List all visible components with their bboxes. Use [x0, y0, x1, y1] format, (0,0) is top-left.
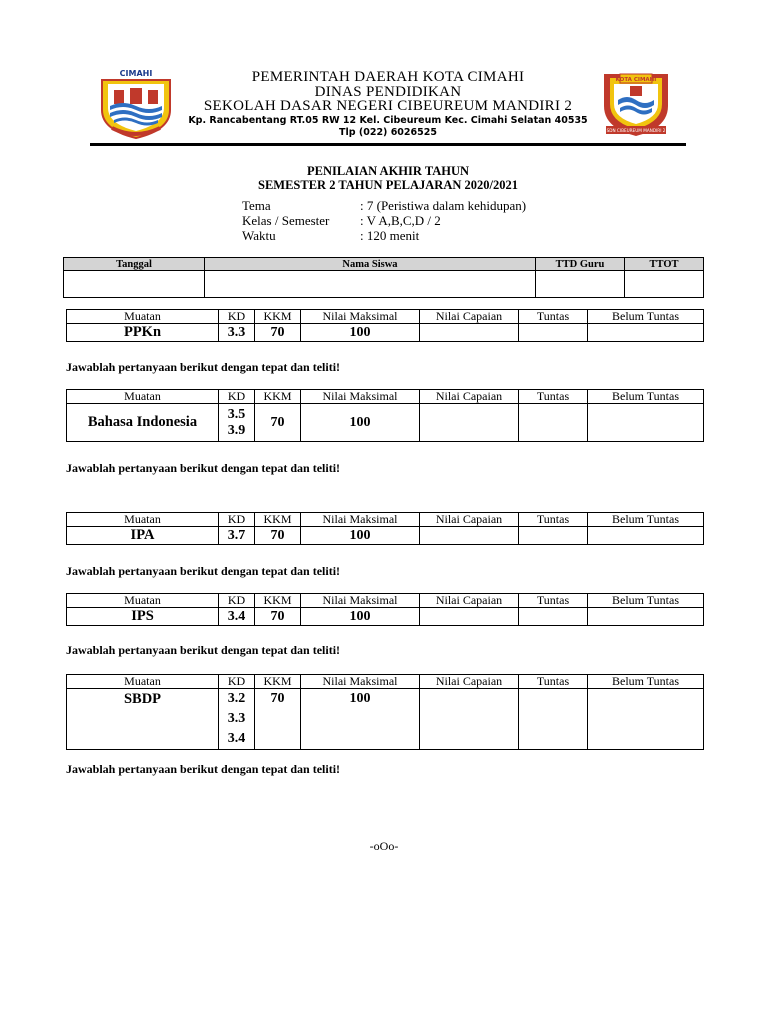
col-nilai-capaian: Nilai Capaian: [420, 513, 519, 527]
nilai-maksimal-cell: 100: [301, 527, 420, 545]
kd-cell: [219, 689, 255, 750]
info-value-kelas: : V A,B,C,D / 2: [360, 213, 441, 228]
col-belum-tuntas: Belum Tuntas: [588, 513, 704, 527]
nilai-capaian-field[interactable]: [420, 608, 519, 626]
letterhead-divider: [90, 143, 686, 146]
col-kd: KD: [219, 594, 255, 608]
col-muatan: Muatan: [67, 675, 219, 689]
info-label-kelas: Kelas / Semester: [242, 213, 330, 228]
instruction-ipa: Jawablah pertanyaan berikut dengan tepat dan teliti!: [66, 564, 341, 578]
muatan-cell: IPS: [67, 608, 219, 626]
ttd-guru-field[interactable]: [536, 271, 625, 298]
col-tuntas: Tuntas: [519, 513, 588, 527]
document-end-mark: -oOo-: [369, 839, 399, 853]
col-tuntas: Tuntas: [519, 675, 588, 689]
col-nilai-capaian: Nilai Capaian: [420, 594, 519, 608]
letterhead-department: DINAS PENDIDIKAN: [314, 84, 462, 100]
nilai-capaian-field[interactable]: [420, 689, 519, 750]
kd-value: 3.9: [227, 422, 246, 438]
tuntas-field[interactable]: [519, 689, 588, 750]
score-table-sbdp: [66, 674, 704, 750]
col-nilai-capaian: Nilai Capaian: [420, 675, 519, 689]
kkm-cell: 70: [255, 324, 301, 342]
score-table-ips: [66, 593, 704, 626]
col-kkm: KKM: [255, 675, 301, 689]
muatan-cell: IPA: [67, 527, 219, 545]
score-table-ppkn: [66, 309, 704, 342]
nilai-maksimal-cell: 100: [301, 608, 420, 626]
col-kd: KD: [219, 513, 255, 527]
kkm-cell: 70: [255, 689, 301, 750]
kkm-cell: 70: [255, 608, 301, 626]
exam-title: PENILAIAN AKHIR TAHUN: [306, 164, 470, 178]
exam-subtitle: SEMESTER 2 TAHUN PELAJARAN 2020/2021: [258, 178, 518, 192]
cimahi-city-logo: [96, 68, 176, 140]
belum-tuntas-field[interactable]: [588, 324, 704, 342]
col-tuntas: Tuntas: [519, 310, 588, 324]
col-belum-tuntas: Belum Tuntas: [588, 594, 704, 608]
kd-value: 3.4: [227, 731, 246, 746]
ttot-field[interactable]: [625, 271, 704, 298]
nilai-capaian-field[interactable]: [420, 324, 519, 342]
tuntas-field[interactable]: [519, 608, 588, 626]
nilai-capaian-field[interactable]: [420, 404, 519, 442]
instruction-ppkn: Jawablah pertanyaan berikut dengan tepat dan teliti!: [66, 360, 341, 374]
info-value-waktu: : 120 menit: [360, 228, 420, 243]
info-value-tema: : 7 (Peristiwa dalam kehidupan): [360, 198, 527, 213]
col-belum-tuntas: Belum Tuntas: [588, 390, 704, 404]
tuntas-field[interactable]: [519, 404, 588, 442]
col-nilai-capaian: Nilai Capaian: [420, 390, 519, 404]
col-kkm: KKM: [255, 513, 301, 527]
letterhead-phone: Tlp (022) 6026525: [339, 127, 437, 138]
col-belum-tuntas: Belum Tuntas: [588, 675, 704, 689]
tuntas-field[interactable]: [519, 324, 588, 342]
col-kd: KD: [219, 390, 255, 404]
col-nilai-maksimal: Nilai Maksimal: [301, 310, 420, 324]
score-table-bahasa-indonesia: [66, 389, 704, 442]
tuntas-field[interactable]: [519, 527, 588, 545]
instruction-sbdp: Jawablah pertanyaan berikut dengan tepat dan teliti!: [66, 762, 341, 776]
col-kkm: KKM: [255, 390, 301, 404]
col-nilai-maksimal: Nilai Maksimal: [301, 594, 420, 608]
belum-tuntas-field[interactable]: [588, 608, 704, 626]
col-kd: KD: [219, 675, 255, 689]
score-table-ipa: [66, 512, 704, 545]
header-tanggal: Tanggal: [64, 258, 205, 271]
nilai-maksimal-cell: 100: [301, 404, 420, 442]
info-label-waktu: Waktu: [242, 228, 276, 243]
instruction-ips: Jawablah pertanyaan berikut dengan tepat dan teliti!: [66, 643, 341, 657]
letterhead-school-name: SEKOLAH DASAR NEGERI CIBEUREUM MANDIRI 2: [203, 98, 573, 114]
kd-cell: 3.4: [219, 608, 255, 626]
info-label-tema: Tema: [242, 198, 271, 213]
instruction-bahasa-indonesia: Jawablah pertanyaan berikut dengan tepat dan teliti!: [66, 461, 341, 475]
col-nilai-capaian: Nilai Capaian: [420, 310, 519, 324]
muatan-cell: SBDP: [67, 689, 219, 750]
nama-siswa-field[interactable]: [205, 271, 536, 298]
kkm-cell: 70: [255, 527, 301, 545]
col-muatan: Muatan: [67, 310, 219, 324]
col-belum-tuntas: Belum Tuntas: [588, 310, 704, 324]
header-ttd-guru: TTD Guru: [536, 258, 625, 271]
left-logo-text: CIMAHI: [119, 69, 153, 78]
school-logo: [600, 70, 672, 138]
kd-value: 3.5: [227, 406, 246, 422]
kd-cell: 3.3: [219, 324, 255, 342]
col-tuntas: Tuntas: [519, 390, 588, 404]
muatan-cell: PPKn: [67, 324, 219, 342]
student-identity-table: [63, 257, 704, 298]
muatan-cell: Bahasa Indonesia: [67, 404, 219, 442]
col-kkm: KKM: [255, 310, 301, 324]
kd-value: 3.2: [227, 691, 246, 706]
col-tuntas: Tuntas: [519, 594, 588, 608]
tanggal-field[interactable]: [64, 271, 205, 298]
belum-tuntas-field[interactable]: [588, 404, 704, 442]
belum-tuntas-field[interactable]: [588, 527, 704, 545]
letterhead-government: PEMERINTAH DAERAH KOTA CIMAHI: [251, 69, 525, 85]
nilai-capaian-field[interactable]: [420, 527, 519, 545]
col-kkm: KKM: [255, 594, 301, 608]
belum-tuntas-field[interactable]: [588, 689, 704, 750]
col-nilai-maksimal: Nilai Maksimal: [301, 513, 420, 527]
col-nilai-maksimal: Nilai Maksimal: [301, 675, 420, 689]
header-nama-siswa: Nama Siswa: [205, 258, 536, 271]
right-logo-text: KOTA CIMAHI: [615, 77, 657, 83]
letterhead-address: Kp. Rancabentang RT.05 RW 12 Kel. Cibeureum Kec. Cimahi Selatan 40535: [188, 115, 588, 126]
kkm-cell: 70: [255, 404, 301, 442]
col-muatan: Muatan: [67, 594, 219, 608]
col-muatan: Muatan: [67, 513, 219, 527]
kd-value: 3.3: [227, 711, 246, 726]
col-nilai-maksimal: Nilai Maksimal: [301, 390, 420, 404]
kd-cell: 3.7: [219, 527, 255, 545]
right-logo-ribbon: SDN CIBEUREUM MANDIRI 2: [606, 128, 666, 133]
nilai-maksimal-cell: 100: [301, 689, 420, 750]
header-ttot: TTOT: [625, 258, 704, 271]
col-kd: KD: [219, 310, 255, 324]
col-muatan: Muatan: [67, 390, 219, 404]
kd-cell: [219, 404, 255, 442]
nilai-maksimal-cell: 100: [301, 324, 420, 342]
